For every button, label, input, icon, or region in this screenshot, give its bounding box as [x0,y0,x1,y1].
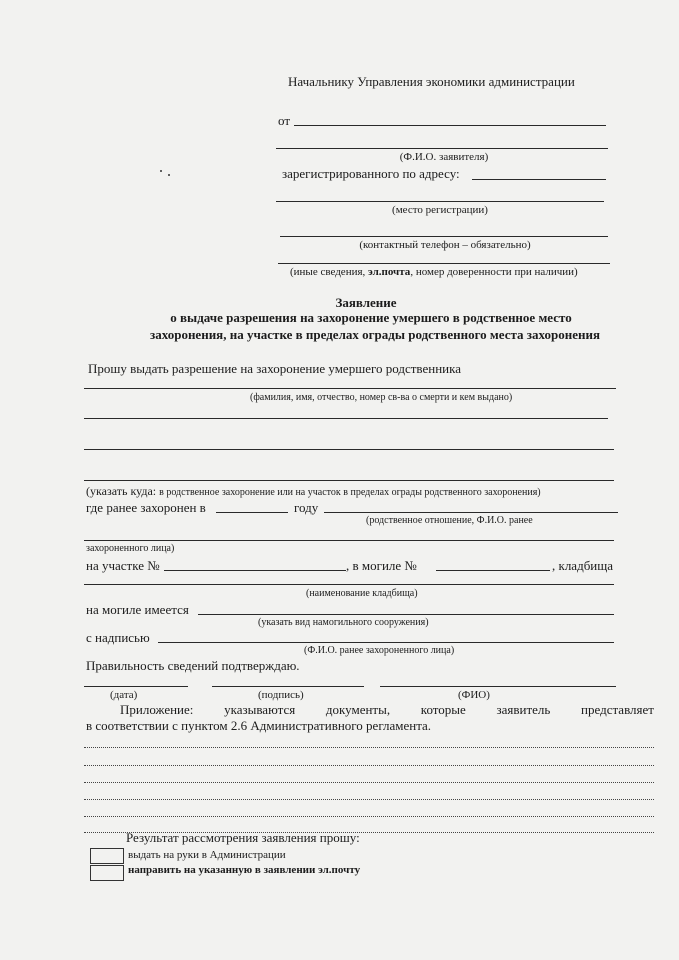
registration-place-field[interactable] [276,201,604,202]
applicant-name-field[interactable] [294,125,606,126]
registered-address-field[interactable] [472,179,606,180]
attachment-line-2: в соответствии с пунктом 2.6 Административного регламента. [86,718,432,733]
grave-structure-caption: (указать вид намогильного сооружения) [258,617,429,628]
cemetery-label: , кладбища [552,558,614,573]
grave-structure-label: на могиле имеется [86,602,189,617]
option-in-person-label: выдать на руки в Администрации [128,849,286,861]
applicant-fio-caption: (Ф.И.О. заявителя) [399,151,489,163]
deceased-field-2[interactable] [84,418,608,419]
signature-field[interactable] [212,686,364,687]
result-heading: Результат рассмотрения заявления прошу: [126,830,360,845]
other-info-caption-post: , номер доверенности при наличии) [410,266,578,278]
phone-field[interactable] [280,236,608,237]
grave-label: , в могиле № [346,558,417,573]
applicant-name-field-2[interactable] [276,148,608,149]
deceased-field-1[interactable] [84,388,616,389]
option-email-label: направить на указанную в заявлении эл.почту [128,864,361,876]
attachment-line-1 [120,702,654,718]
inscription-field[interactable] [158,642,614,643]
attachment-word: Приложение: [120,702,194,717]
stray-mark [168,174,170,176]
date-caption: (дата) [110,689,138,701]
form-subtitle-line2: захоронения, на участке в пределах ограды родственного места захоронения [149,327,600,342]
attachment-dotted-line[interactable] [84,816,654,817]
cemetery-name-field[interactable] [84,584,614,585]
attachment-word: заявитель [496,702,551,717]
attachment-word: указываются [224,702,296,717]
phone-caption: (контактный телефон – обязательно) [359,239,531,251]
option-in-person-checkbox[interactable] [90,848,124,864]
burial-place-caption-detail: в родственное захоронение или на участок в пределах ограды родственного захоронения) [159,487,541,498]
burial-place-caption-pre: (указать куда: [86,484,157,498]
registration-place-caption: (место регистрации) [392,204,488,216]
relation-caption: (родственное отношение, Ф.И.О. ранее [366,515,533,526]
other-info-caption [290,266,578,278]
registered-address-label: зарегистрированного по адресу: [282,166,460,181]
signature-caption: (подпись) [258,689,304,701]
previously-buried-label: где ранее захоронен в [86,500,206,515]
plot-number-field[interactable] [164,570,346,571]
other-info-field[interactable] [278,263,610,264]
deceased-field-4[interactable] [84,480,614,481]
stray-mark [160,170,162,172]
grave-number-field[interactable] [436,570,550,571]
attachment-word: представляет [581,702,654,717]
signer-fio-field[interactable] [380,686,616,687]
inscription-caption: (Ф.И.О. ранее захороненного лица) [304,645,455,656]
attachment-dotted-line[interactable] [84,799,654,800]
addressee: Начальнику Управления экономики администрации [288,74,575,89]
inscription-label: с надписью [86,630,150,645]
year-label: году [294,500,319,515]
relation-field[interactable] [84,540,614,541]
cemetery-name-caption: (наименование кладбища) [306,588,418,599]
form-title: Заявление [335,295,397,310]
relation-caption-continued: захороненного лица) [86,543,175,554]
signer-fio-caption: (ФИО) [458,689,490,701]
burial-place-caption [86,484,541,499]
deceased-field-3[interactable] [84,449,614,450]
confirmation-text: Правильность сведений подтверждаю. [86,658,300,673]
plot-label: на участке № [86,558,160,573]
attachment-dotted-line[interactable] [84,747,654,748]
form-subtitle-line1: о выдаче разрешения на захоронение умершего в родственное место [170,310,572,325]
previous-burial-place-field[interactable] [216,512,288,513]
year-field[interactable] [324,512,618,513]
attachment-dotted-line[interactable] [84,782,654,783]
grave-structure-field[interactable] [198,614,614,615]
attachment-word: которые [420,702,466,717]
attachment-dotted-line[interactable] [84,765,654,766]
other-info-caption-pre: (иные сведения, [290,266,366,278]
deceased-caption: (фамилия, имя, отчество, номер св-ва о смерти и кем выдано) [250,392,513,403]
attachment-word: документы, [325,702,391,717]
other-info-caption-email: эл.почта [368,266,411,278]
option-email-checkbox[interactable] [90,865,124,881]
request-text: Прошу выдать разрешение на захоронение умершего родственника [88,361,462,376]
date-field[interactable] [84,686,188,687]
from-label: от [278,113,291,128]
